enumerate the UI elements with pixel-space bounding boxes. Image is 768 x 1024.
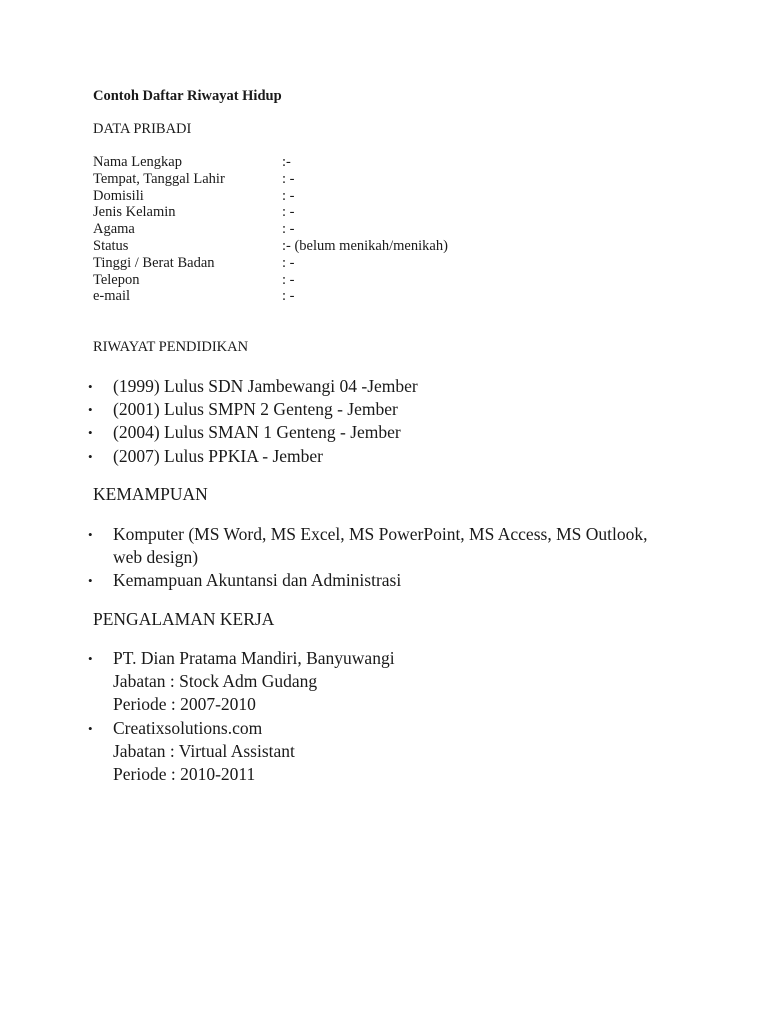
bullet-icon: • [88,527,93,542]
skill-entry-line2: web design) [113,547,199,568]
list-item [0,523,768,569]
bullet-icon: • [88,425,93,441]
education-entry: (2004) Lulus SMAN 1 Genteng - Jember [113,422,401,443]
list-item [0,647,768,717]
telepon-label: Telepon [93,271,140,288]
email-value: : - [282,288,295,305]
job-title: Jabatan : Virtual Assistant [113,740,295,761]
email-label: e-mail [93,288,131,305]
document-title: Contoh Daftar Riwayat Hidup [93,88,282,104]
list-item [0,398,768,421]
job-period: Periode : 2010-2011 [113,764,256,785]
tinggi-berat-badan-label: Tinggi / Berat Badan [93,254,215,271]
skill-entry-line1: Kemampuan Akuntansi dan Administrasi [113,570,402,591]
status-value: :- (belum menikah/menikah) [282,237,448,254]
bullet-icon: • [88,720,93,736]
skills-list [0,523,768,593]
status-label: Status [93,237,129,254]
bullet-icon: • [88,651,93,666]
tempat-tanggal-lahir-label: Tempat, Tanggal Lahir [93,170,225,187]
list-item [0,375,768,398]
job-period: Periode : 2007-2010 [113,694,256,715]
job-title: Jabatan : Stock Adm Gudang [113,671,318,692]
data-pribadi-heading: DATA PRIBADI [93,121,192,137]
agama-label: Agama [93,221,135,238]
domisili-value: : - [282,187,295,204]
education-entry: (2007) Lulus PPKIA - Jember [113,445,323,466]
riwayat-pendidikan-heading: RIWAYAT PENDIDIKAN [93,339,249,355]
kemampuan-heading: KEMAMPUAN [93,484,208,504]
company-name: Creatixsolutions.com [113,717,263,738]
telepon-value: : - [282,271,295,288]
education-list [0,375,768,468]
skill-entry-line1: Komputer (MS Word, MS Excel, MS PowerPoint, MS Access, MS Outlook, [113,524,648,544]
pengalaman-kerja-heading: PENGALAMAN KERJA [93,609,275,629]
tinggi-berat-badan-value: : - [282,254,295,271]
list-item [0,717,768,787]
tempat-tanggal-lahir-value: : - [282,170,295,187]
nama-lengkap-label: Nama Lengkap [93,154,182,170]
jenis-kelamin-label: Jenis Kelamin [93,204,176,221]
agama-value: : - [282,221,295,238]
experience-list [0,647,768,786]
nama-lengkap-value: :- [282,154,291,170]
bullet-icon: • [88,379,93,394]
list-item [0,445,768,468]
domisili-label: Domisili [93,187,144,204]
bullet-icon: • [88,448,93,464]
education-entry: (1999) Lulus SDN Jambewangi 04 -Jember [113,376,418,396]
company-name: PT. Dian Pratama Mandiri, Banyuwangi [113,648,395,668]
list-item [0,421,768,444]
bullet-icon: • [88,573,93,589]
education-entry: (2001) Lulus SMPN 2 Genteng - Jember [113,399,398,420]
jenis-kelamin-value: : - [282,204,295,221]
bullet-icon: • [88,402,93,418]
list-item [0,569,768,592]
